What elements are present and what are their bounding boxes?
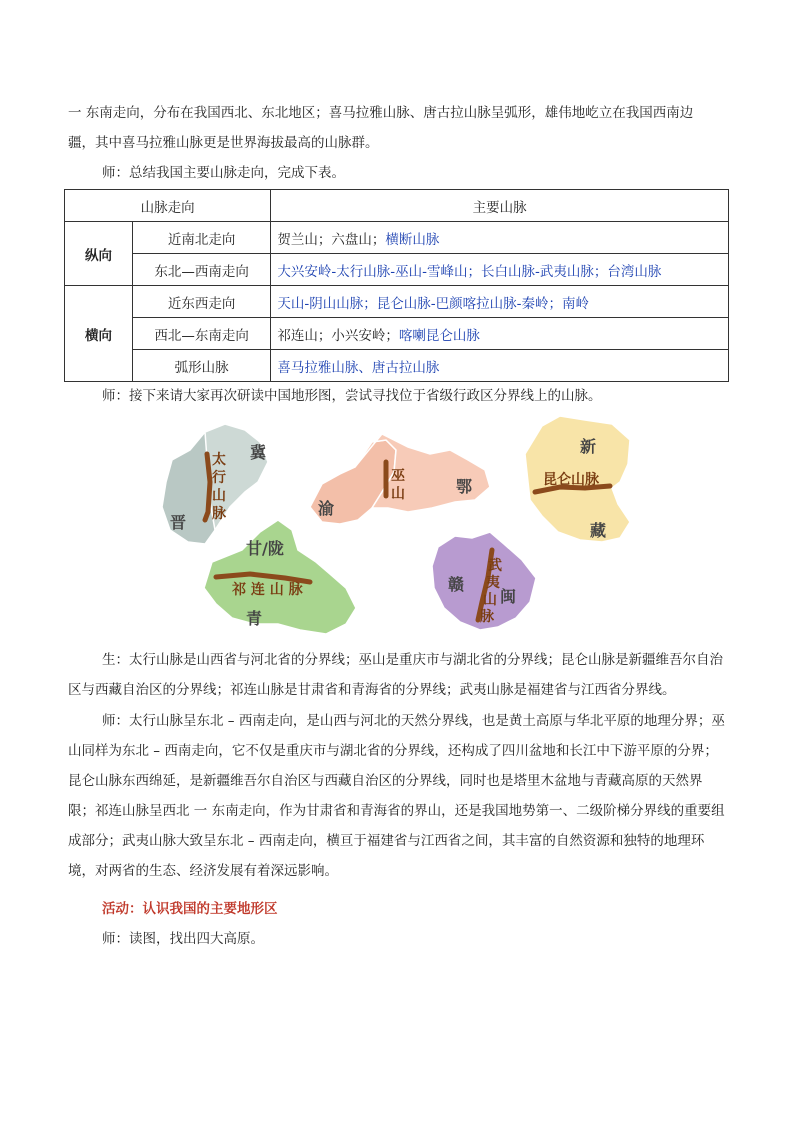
row-mountains <box>271 318 729 350</box>
group-zong: 纵向 <box>65 222 133 286</box>
taihang-char: 太 <box>212 452 226 468</box>
row-direction: 近东西走向 <box>133 286 271 318</box>
teacher-explanation: 师：太行山脉呈东北 – 西南走向，是山西与河北的天然分界线，也是黄土高原与华北平原的地理分界；巫山同样为东北 – 西南走向，它不仅是重庆市与湖北省的分界线，还构成了四川盆地和长江中下游平原的分界；昆仑山脉东西绵延，是新疆维吾尔自治区与西藏自治区的分界线，同时也是塔里木盆地与青藏高原的天然界限；祁连山脉呈西北 一 东南走向，作为甘肃省和青海省的界山，还是我国地势第一、二级阶梯分界线的重要组成部分；武夷山脉大致呈东北 – 西南走向，横亘于福建省与江西省之间，其丰富的自然资源和独特的地理环境，对两省的生态、经济发展有着深远影响。 <box>68 713 725 879</box>
label-ji: 冀 <box>250 443 267 462</box>
row-mountains-plain: 祁连山；小兴安岭； <box>277 327 399 344</box>
intro-line-2: 疆，其中喜马拉雅山脉更是世界海拔最高的山脉群。 <box>68 135 379 151</box>
taihang-char: 行 <box>212 470 226 486</box>
intro-line-1: 一 东南走向，分布在我国西北、东北地区；喜马拉雅山脉、唐古拉山脉呈弧形，雄伟地屹立在我国西南边 <box>68 105 694 121</box>
map-shanxi-hebei <box>162 424 268 544</box>
label-jin: 晋 <box>170 513 187 532</box>
label-yu: 渝 <box>318 499 335 518</box>
wushan-char: 山 <box>391 486 405 502</box>
row-direction: 东北—西南走向 <box>133 254 271 286</box>
row-direction: 近南北走向 <box>133 222 271 254</box>
row-mountains-blue: 喀喇昆仑山脉 <box>398 327 480 344</box>
taihang-char: 山 <box>212 488 226 504</box>
label-min: 闽 <box>500 587 517 606</box>
table-header-mountains: 主要山脉 <box>271 190 729 222</box>
row-mountains-blue: 横断山脉 <box>385 231 440 248</box>
row-mountains <box>271 286 729 318</box>
row-mountains <box>271 350 729 382</box>
table-header-direction: 山脉走向 <box>65 190 271 222</box>
label-e: 鄂 <box>456 477 473 496</box>
map-gansu-qinghai <box>204 520 356 634</box>
row-direction: 西北—东南走向 <box>133 318 271 350</box>
wuyi-char: 武 <box>488 558 502 574</box>
kunlun-label: 昆仑山脉 <box>543 472 599 488</box>
label-qing: 青 <box>246 609 263 628</box>
label-xin: 新 <box>580 437 597 456</box>
province-boundary-maps <box>150 412 640 644</box>
row-mountains-blue: 喜马拉雅山脉、唐古拉山脉 <box>277 359 440 376</box>
row-mountains-plain: 贺兰山；六盘山； <box>277 231 386 248</box>
teacher-map-intro: 师：接下来请大家再次研读中国地形图，尝试寻找位于省级行政区分界线上的山脉。 <box>102 388 602 404</box>
teacher-read: 师：读图，找出四大高原。 <box>102 931 264 947</box>
label-gan-long: 甘/陇 <box>246 539 284 558</box>
wuyi-char: 夷 <box>486 575 500 591</box>
wuyi-char: 山 <box>483 592 497 608</box>
label-gan: 赣 <box>448 575 465 594</box>
taihang-char: 脉 <box>212 506 226 522</box>
row-mountains-blue: 大兴安岭-太行山脉-巫山-雪峰山；长白山脉-武夷山脉；台湾山脉 <box>277 263 662 280</box>
row-mountains <box>271 222 729 254</box>
row-direction: 弧形山脉 <box>133 350 271 382</box>
group-heng: 横向 <box>65 286 133 382</box>
label-zang: 藏 <box>590 521 607 540</box>
teacher-summary: 师：总结我国主要山脉走向，完成下表。 <box>102 165 345 181</box>
wushan-char: 巫 <box>391 468 405 484</box>
map-chongqing-hubei <box>310 434 490 524</box>
qilian-label: 祁 连 山 脉 <box>232 582 303 598</box>
wuyi-char: 脉 <box>480 609 494 625</box>
activity-title: 活动：认识我国的主要地形区 <box>102 901 278 917</box>
student-answer: 生：太行山脉是山西省与河北省的分界线；巫山是重庆市与湖北省的分界线；昆仑山脉是新疆维吾尔自治区与西藏自治区的分界线；祁连山脉是甘肃省和青海省的分界线；武夷山脉是福建省与江西省分界线。 <box>68 652 723 698</box>
map-xinjiang-xizang <box>525 416 630 542</box>
mountain-direction-table <box>64 189 729 382</box>
row-mountains <box>271 254 729 286</box>
row-mountains-blue: 天山-阴山山脉；昆仑山脉-巴颜喀拉山脉-秦岭；南岭 <box>277 295 589 312</box>
map-jiangxi-fujian <box>432 532 536 630</box>
